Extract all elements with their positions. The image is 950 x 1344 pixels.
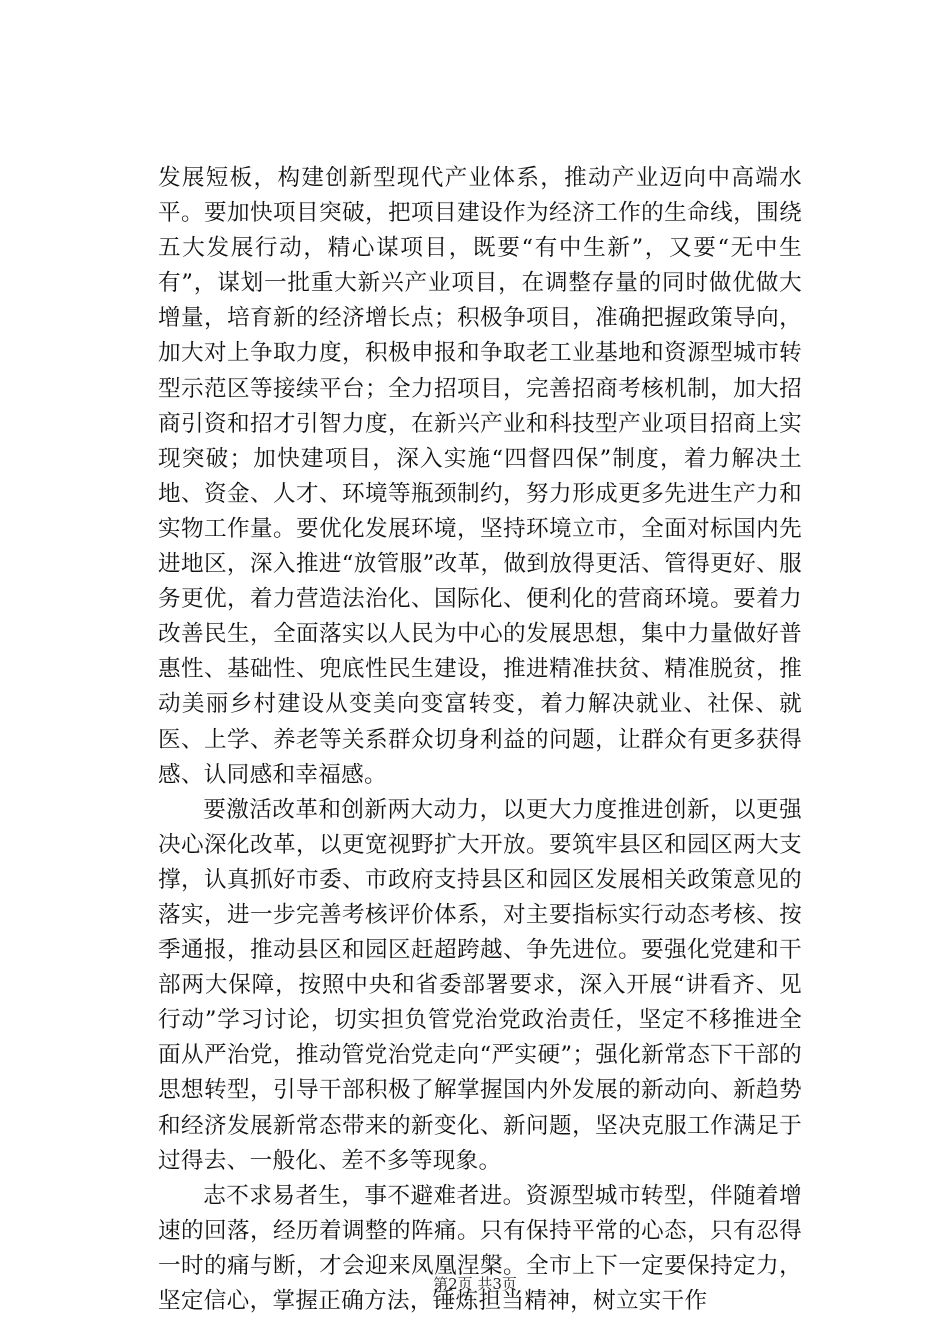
paragraph-reform-innovation: 要激活改革和创新两大动力，以更大力度推进创新，以更强决心深化改革，以更宽视野扩大开放。要筑牢县区和园区两大支撑，认真抓好市委、市政府支持县区和园区发展相关政策意见的落实，进一步完善考核评价体系，对主要指标实行动态考核、按季通报，推动县区和园区赶超跨越、争先进位。要强化党建和干部两大保障，按照中央和省委部署要求，深入开展“讲看齐、见行动”学习讨论，切实担负管党治党政治责任，坚定不移推进全面从严治党，推动管党治党走向“严实硬”；强化新常态下干部的思想转型，引导干部积极了解掌握国内外发展的新动向、新趋势和经济发展新常态带来的新变化、新问题，坚决克服工作满足于过得去、一般化、差不多等现象。	[158, 796, 802, 1174]
document-body	[158, 161, 802, 1319]
paragraph-continuation: 发展短板，构建创新型现代产业体系，推动产业迈向中高端水平。要加快项目突破，把项目建设作为经济工作的生命线，围绕五大发展行动，精心谋项目，既要“有中生新”，又要“无中生有”，谋划一批重大新兴产业项目，在调整存量的同时做优做大增量，培育新的经济增长点；积极争项目，准确把握政策导向，加大对上争取力度，积极申报和争取老工业基地和资源型城市转型示范区等接续平台；全力招项目，完善招商考核机制，加大招商引资和招才引智力度，在新兴产业和科技型产业项目招商上实现突破；加快建项目，深入实施“四督四保”制度，着力解决土地、资金、人才、环境等瓶颈制约，努力形成更多先进生产力和实物工作量。要优化发展环境，坚持环境立市，全面对标国内先进地区，深入推进“放管服”改革，做到放得更活、管得更好、服务更优，着力营造法治化、国际化、便利化的营商环境。要着力改善民生，全面落实以人民为中心的发展思想，集中力量做好普惠性、基础性、兜底性民生建设，推进精准扶贫、精准脱贫，推动美丽乡村建设从变美向变富转变，着力解决就业、社保、就医、上学、养老等关系群众切身利益的问题，让群众有更多获得感、认同感和幸福感。	[158, 165, 802, 788]
page-number-footer: 第2页 共3页	[433, 1275, 517, 1293]
paragraph-transformation: 志不求易者生，事不避难者进。资源型城市转型，伴随着增速的回落，经历着调整的阵痛。只有保持平常的心态，只有忍得一时的痛与断，才会迎来凤凰涅槃。全市上下一定要保持定力，坚定信心，掌握正确方法，锤炼担当精神，树立实干作	[158, 1182, 802, 1314]
